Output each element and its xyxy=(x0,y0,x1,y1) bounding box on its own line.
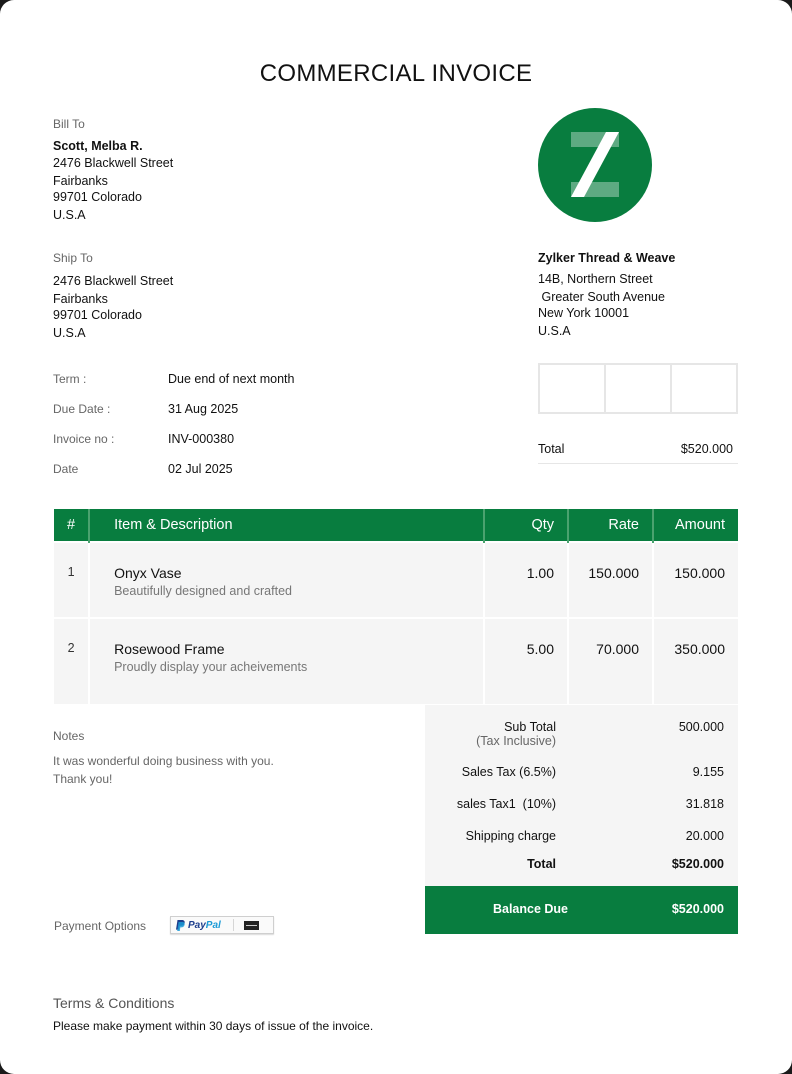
meta-label: Date xyxy=(53,462,79,476)
meta-label: Invoice no : xyxy=(53,432,115,446)
item-name: Rosewood Frame xyxy=(114,641,225,657)
subtotal-value: 500.000 xyxy=(678,720,724,734)
paypal-wordmark: PayPal xyxy=(188,919,221,931)
tax1-label: Sales Tax (6.5%) xyxy=(461,765,556,779)
notes-line: It was wonderful doing business with you. xyxy=(53,754,274,768)
row-number: 2 xyxy=(54,618,89,704)
total-value: $520.000 xyxy=(671,857,724,871)
table-header-row xyxy=(54,509,738,542)
tax1-value: 9.155 xyxy=(692,765,724,779)
bill-to-address-line: 2476 Blackwell Street xyxy=(53,156,174,170)
bill-to-address-line: 99701 Colorado xyxy=(53,190,142,204)
meta-value: 31 Aug 2025 xyxy=(168,402,239,416)
bill-to-name: Scott, Melba R. xyxy=(53,139,143,153)
tax2-value: 31.818 xyxy=(685,797,724,811)
row-rate: 150.000 xyxy=(568,542,653,618)
column-header-number: # xyxy=(54,509,89,542)
subtotal-label: Sub Total (Tax Inclusive) xyxy=(476,720,556,748)
column-header-amount: Amount xyxy=(653,509,738,542)
tax2-label: sales Tax1 (10%) xyxy=(456,797,556,811)
ship-to-address-line: 2476 Blackwell Street xyxy=(53,274,174,288)
paypal-button[interactable] xyxy=(170,916,274,934)
credit-card-icon xyxy=(244,921,259,930)
divider xyxy=(233,919,234,931)
subtotal-sublabel: (Tax Inclusive) xyxy=(476,734,556,748)
table-row xyxy=(54,618,738,704)
company-address-line: New York 10001 xyxy=(538,306,630,320)
company-address-line: U.S.A xyxy=(538,324,571,338)
row-item xyxy=(89,618,484,704)
paypal-icon xyxy=(176,920,185,931)
item-name: Onyx Vase xyxy=(114,565,182,581)
balance-due-label: Balance Due xyxy=(492,902,568,916)
blank-box xyxy=(540,365,606,412)
row-qty: 1.00 xyxy=(484,542,568,618)
notes-label: Notes xyxy=(53,729,85,743)
meta-value: INV-000380 xyxy=(168,432,235,446)
terms-label: Terms & Conditions xyxy=(53,995,175,1011)
page-title: COMMERCIAL INVOICE xyxy=(259,60,533,87)
meta-value: 02 Jul 2025 xyxy=(168,462,233,476)
total-label: Total xyxy=(527,857,556,871)
item-description: Proudly display your acheivements xyxy=(114,660,308,674)
company-address-line: Greater South Avenue xyxy=(538,290,665,304)
company-name: Zylker Thread & Weave xyxy=(538,251,676,265)
zylker-z-logo-icon xyxy=(538,108,652,222)
blank-box-group xyxy=(538,363,738,414)
row-qty: 5.00 xyxy=(484,618,568,704)
header-total xyxy=(538,440,738,464)
notes-text xyxy=(53,752,274,788)
bill-to-address-line: Fairbanks xyxy=(53,174,108,188)
item-description: Beautifully designed and crafted xyxy=(114,584,292,598)
company-address-line: 14B, Northern Street xyxy=(538,272,653,286)
summary-panel xyxy=(425,705,738,886)
balance-due-bar xyxy=(425,886,738,934)
column-header-qty: Qty xyxy=(484,509,568,542)
blank-box xyxy=(606,365,672,412)
payment-options-label: Payment Options xyxy=(54,919,147,933)
meta-label: Due Date : xyxy=(53,402,111,416)
items-table xyxy=(54,509,738,704)
row-item xyxy=(89,542,484,618)
blank-box xyxy=(672,365,736,412)
balance-due-value: $520.000 xyxy=(671,902,724,916)
header-total-label: Total xyxy=(538,442,565,456)
shipping-value: 20.000 xyxy=(685,829,724,843)
terms-text: Please make payment within 30 days of issue of the invoice. xyxy=(53,1019,374,1033)
row-rate: 70.000 xyxy=(568,618,653,704)
column-header-item: Item & Description xyxy=(89,509,484,542)
meta-label: Term : xyxy=(53,372,87,386)
row-number: 1 xyxy=(54,542,89,618)
header-total-value: $520.000 xyxy=(680,442,733,456)
ship-to-address-line: 99701 Colorado xyxy=(53,308,142,322)
bill-to-label: Bill To xyxy=(53,117,85,131)
row-amount: 150.000 xyxy=(653,542,738,618)
notes-line: Thank you! xyxy=(53,772,113,786)
bill-to-address-line: U.S.A xyxy=(53,208,86,222)
meta-value: Due end of next month xyxy=(168,372,295,386)
company-logo xyxy=(538,108,652,222)
shipping-label: Shipping charge xyxy=(465,829,556,843)
ship-to-address-line: Fairbanks xyxy=(53,292,108,306)
column-header-rate: Rate xyxy=(568,509,653,542)
table-row xyxy=(54,542,738,618)
ship-to-label: Ship To xyxy=(53,251,93,265)
ship-to-address-line: U.S.A xyxy=(53,326,86,340)
row-amount: 350.000 xyxy=(653,618,738,704)
